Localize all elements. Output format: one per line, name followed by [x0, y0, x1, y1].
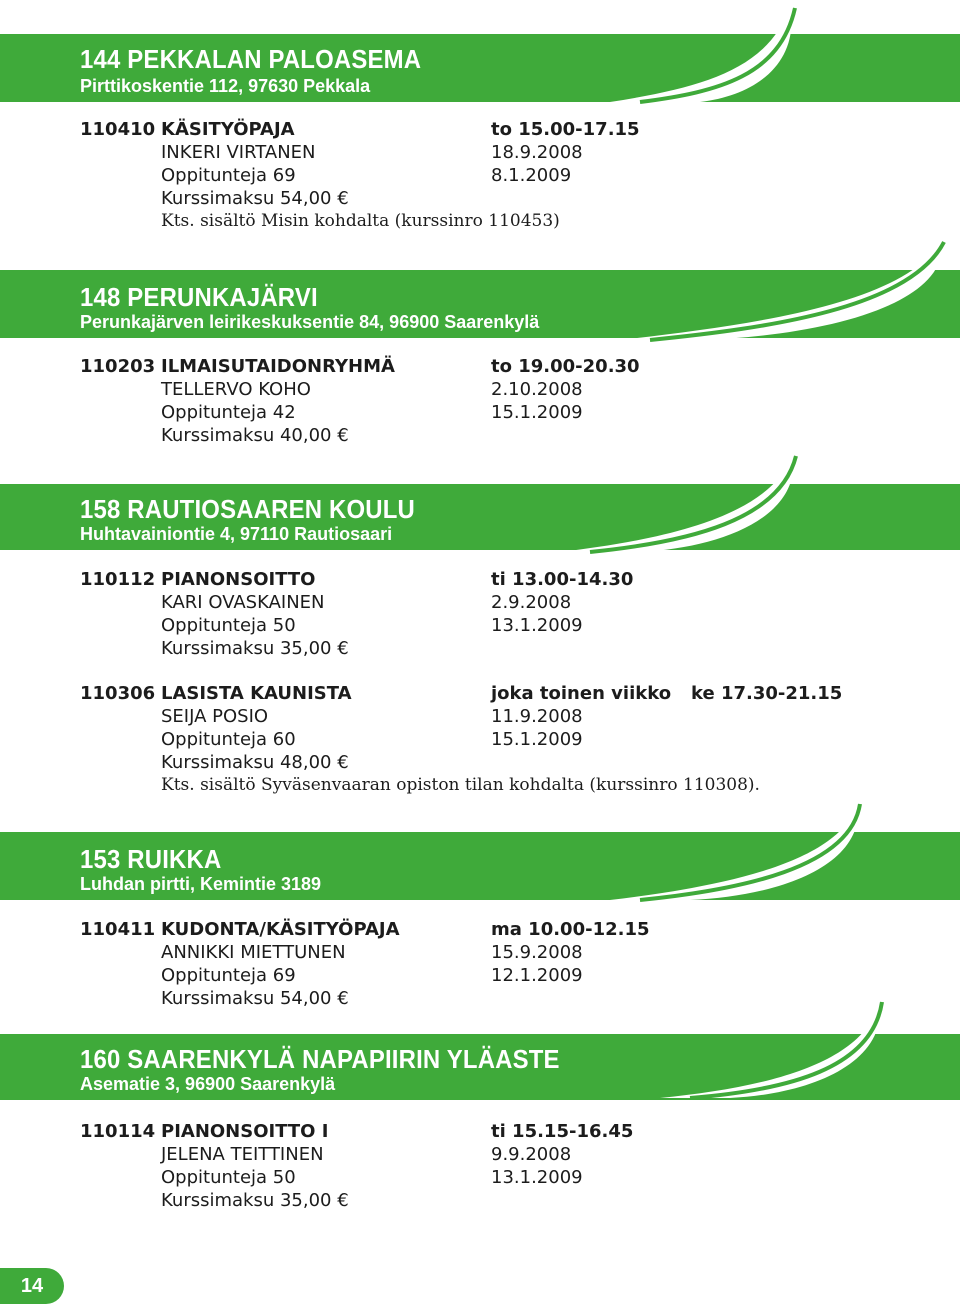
section-banner-160 [0, 1034, 960, 1100]
section-title: 160 SAARENKYLÄ NAPAPIIRIN YLÄASTE [80, 1044, 560, 1074]
course-code: 110410 [80, 119, 156, 140]
course-time: to 15.00-17.15 [491, 119, 640, 140]
section-address: Pirttikoskentie 112, 97630 Pekkala [80, 76, 371, 96]
section-address: Perunkajärven leirikeskuksentie 84, 96900 Saarenkylä [80, 312, 540, 332]
course-code: 110112 [80, 569, 156, 590]
course-name: PIANONSOITTO I [161, 1121, 329, 1142]
section-title: 144 PEKKALAN PALOASEMA [80, 44, 422, 74]
section-title: 148 PERUNKAJÄRVI [80, 282, 318, 312]
course-fee: Kurssimaksu 40,00 € [161, 425, 349, 446]
course-110410 [80, 118, 940, 233]
section-address: Huhtavainiontie 4, 97110 Rautiosaari [80, 524, 393, 544]
course-110306 [80, 682, 940, 797]
course-teacher: ANNIKKI MIETTUNEN [161, 942, 346, 963]
course-code: 110203 [80, 356, 156, 377]
course-teacher: TELLERVO KOHO [161, 379, 311, 400]
section-address: Asematie 3, 96900 Saarenkylä [80, 1074, 336, 1094]
section-banner-148 [0, 270, 960, 338]
course-teacher: JELENA TEITTINEN [161, 1144, 324, 1165]
course-start: 9.9.2008 [491, 1144, 572, 1165]
course-time: to 19.00-20.30 [491, 356, 640, 377]
course-time: ti 13.00-14.30 [491, 569, 634, 590]
page-number: 14 [0, 1268, 64, 1304]
course-110114 [80, 1120, 940, 1212]
course-start: 2.9.2008 [491, 592, 572, 613]
course-fee: Kurssimaksu 54,00 € [161, 188, 349, 209]
course-110112 [80, 568, 940, 660]
course-lessons: Oppitunteja 69 [161, 165, 296, 186]
course-note: Kts. sisältö Syväsenvaaran opiston tilan kohdalta (kurssinro 110308). [161, 775, 760, 795]
course-time: ti 15.15-16.45 [491, 1121, 634, 1142]
course-resume: 13.1.2009 [491, 615, 583, 636]
course-code: 110114 [80, 1121, 156, 1142]
course-fee: Kurssimaksu 48,00 € [161, 752, 349, 773]
course-lessons: Oppitunteja 60 [161, 729, 296, 750]
section-banner-158 [0, 484, 960, 550]
course-name: KUDONTA/KÄSITYÖPAJA [161, 919, 400, 940]
course-110411 [80, 918, 940, 1010]
course-fee: Kurssimaksu 35,00 € [161, 638, 349, 659]
course-teacher: SEIJA POSIO [161, 706, 269, 727]
course-resume: 8.1.2009 [491, 165, 572, 186]
course-time: joka toinen viikko [491, 683, 672, 704]
course-lessons: Oppitunteja 42 [161, 402, 296, 423]
course-start: 2.10.2008 [491, 379, 583, 400]
section-address: Luhdan pirtti, Kemintie 3189 [80, 874, 322, 894]
course-resume: 15.1.2009 [491, 729, 583, 750]
course-resume: 13.1.2009 [491, 1167, 583, 1188]
course-code: 110411 [80, 919, 156, 940]
section-title: 153 RUIKKA [80, 844, 222, 874]
course-fee: Kurssimaksu 54,00 € [161, 988, 349, 1009]
course-lessons: Oppitunteja 50 [161, 1167, 296, 1188]
course-resume: 15.1.2009 [491, 402, 583, 423]
course-note: Kts. sisältö Misin kohdalta (kurssinro 110453) [161, 211, 560, 231]
section-banner-153 [0, 832, 960, 900]
course-teacher: KARI OVASKAINEN [161, 592, 325, 613]
course-time: ma 10.00-12.15 [491, 919, 650, 940]
course-start: 15.9.2008 [491, 942, 583, 963]
course-fee: Kurssimaksu 35,00 € [161, 1190, 349, 1211]
course-lessons: Oppitunteja 69 [161, 965, 296, 986]
course-start: 11.9.2008 [491, 706, 583, 727]
course-110203 [80, 355, 940, 447]
course-teacher: INKERI VIRTANEN [161, 142, 316, 163]
section-title: 158 RAUTIOSAAREN KOULU [80, 494, 415, 524]
course-lessons: Oppitunteja 50 [161, 615, 296, 636]
course-start: 18.9.2008 [491, 142, 583, 163]
course-name: PIANONSOITTO [161, 569, 316, 590]
course-resume: 12.1.2009 [491, 965, 583, 986]
section-banner-144 [0, 34, 960, 102]
course-time-detail: ke 17.30-21.15 [691, 683, 843, 704]
course-name: KÄSITYÖPAJA [161, 119, 295, 140]
course-name: ILMAISUTAIDONRYHMÄ [161, 356, 395, 377]
course-code: 110306 [80, 683, 156, 704]
course-name: LASISTA KAUNISTA [161, 683, 352, 704]
